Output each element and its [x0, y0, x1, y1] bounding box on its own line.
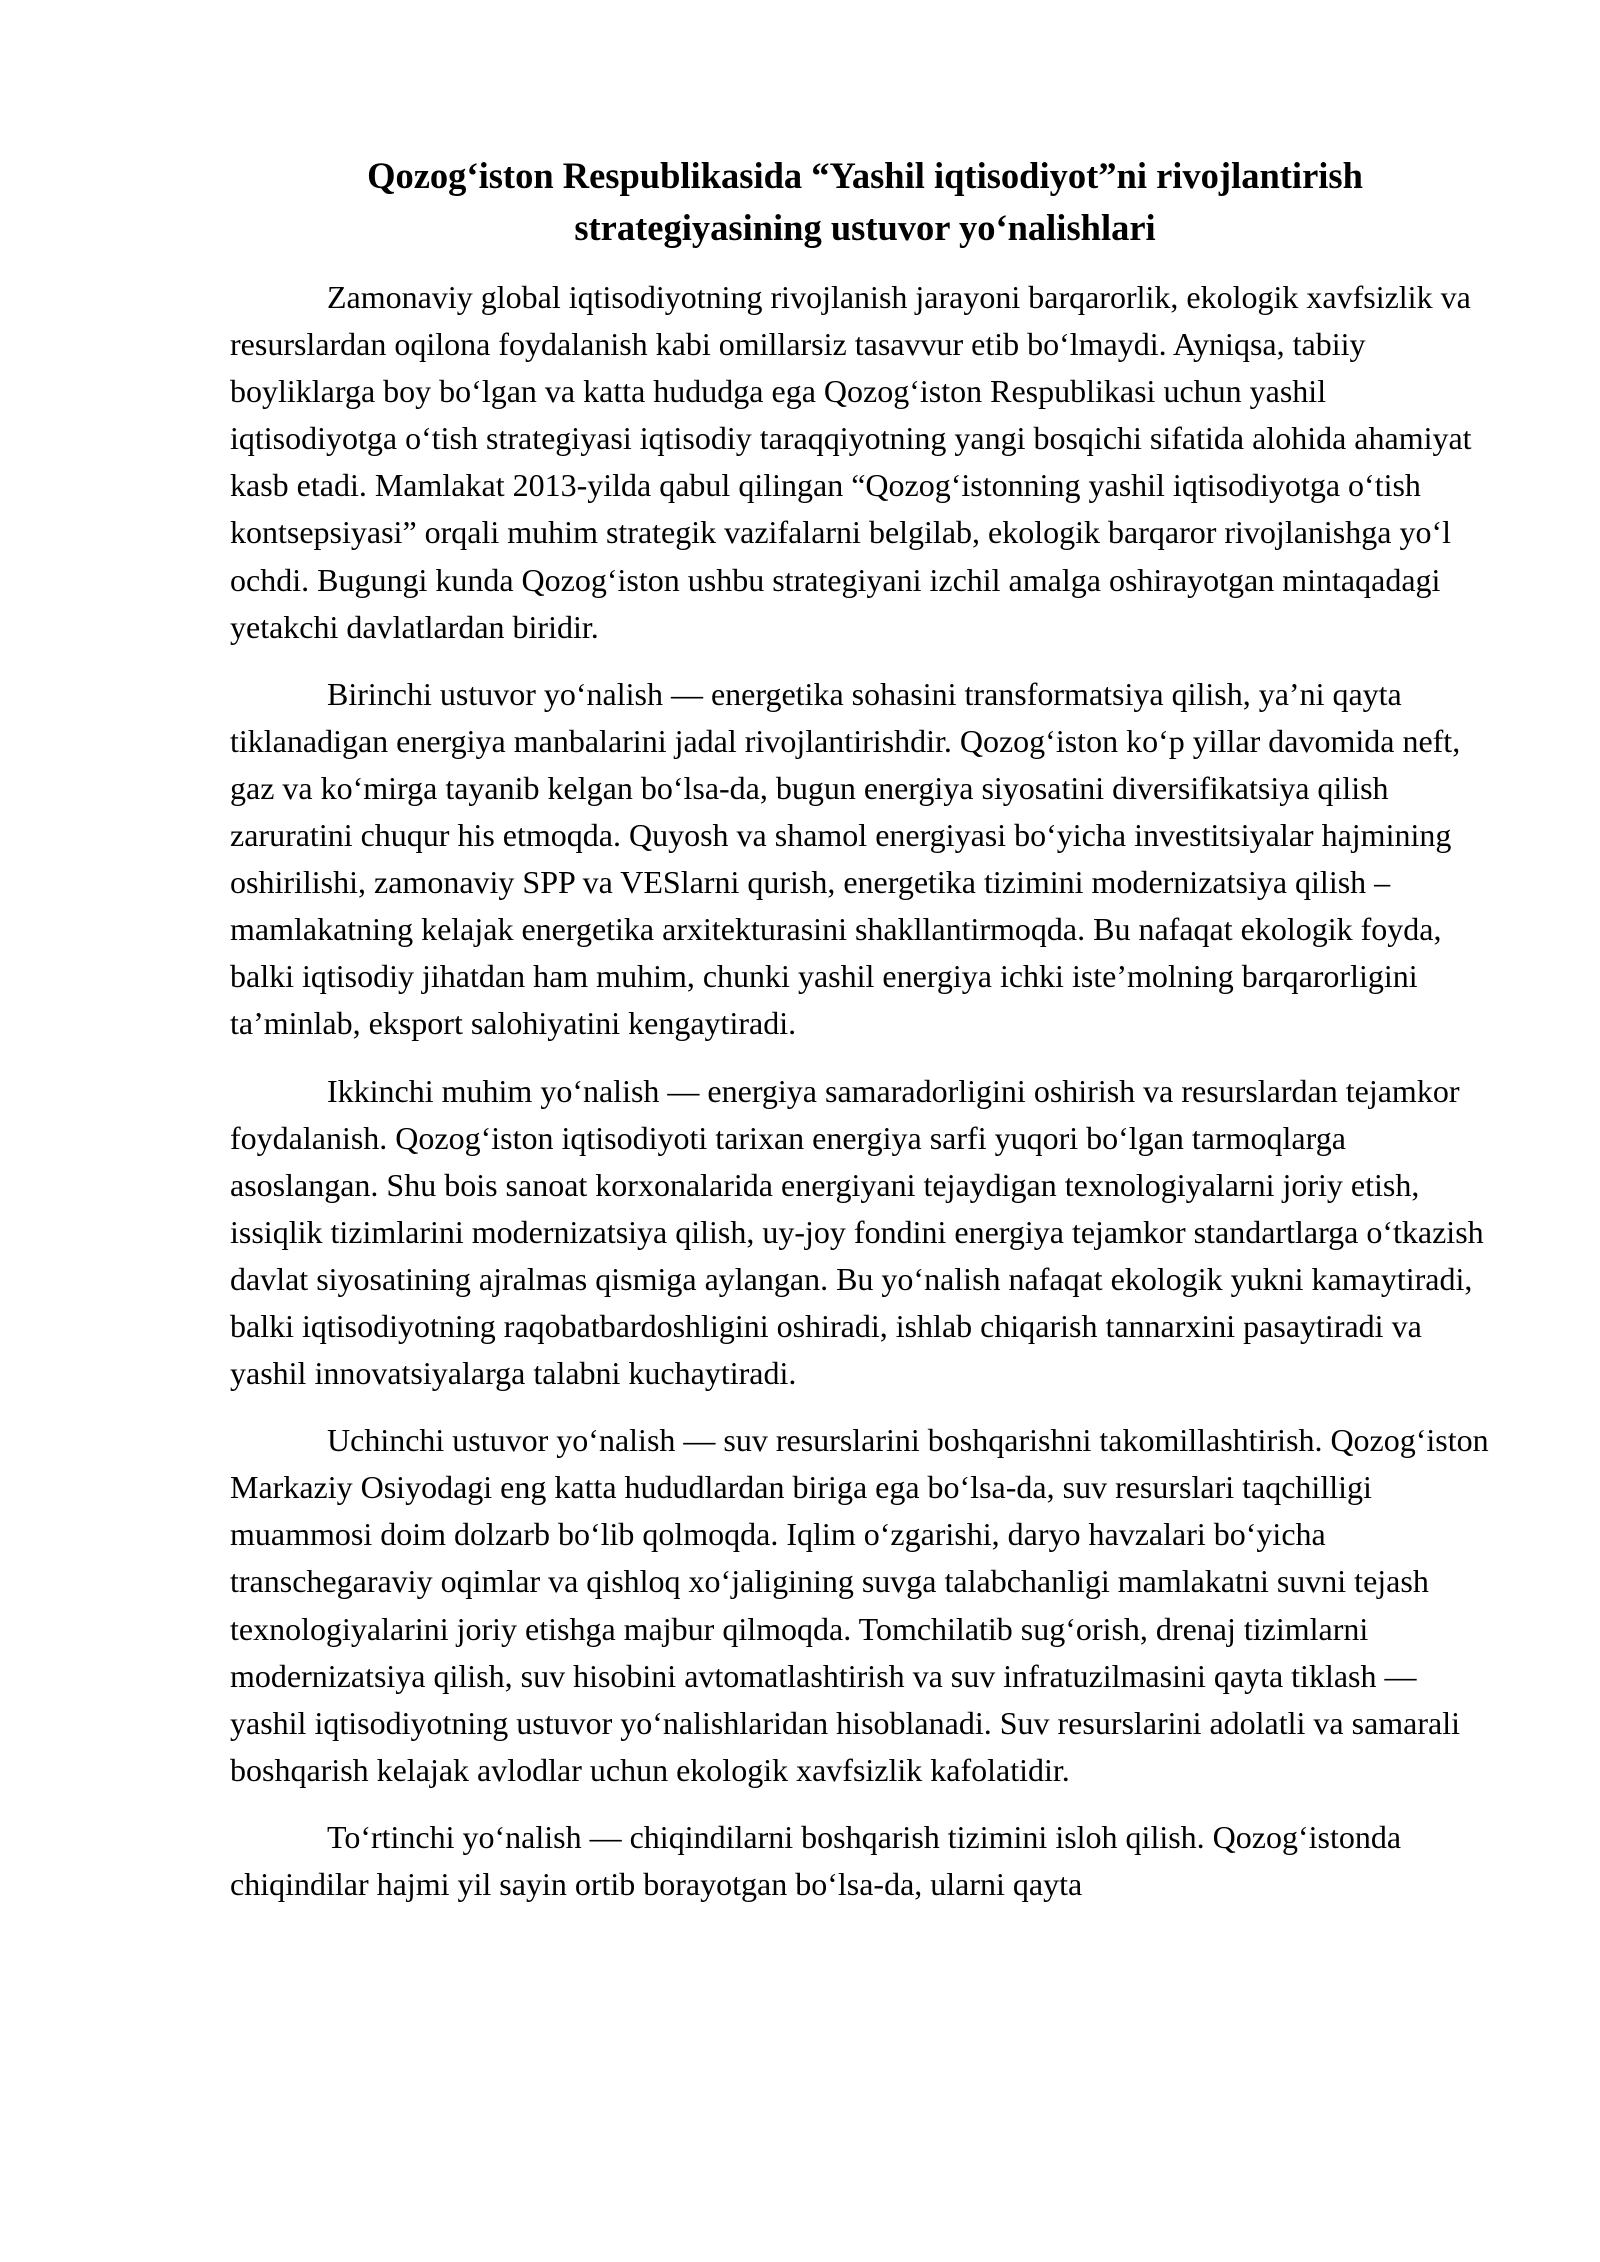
paragraph-first-priority: Birinchi ustuvor yo‘nalish — energetika sohasini transformatsiya qilish, ya’ni qayta tiklanadigan energiya manbalarini jadal rivojlantirishdir. Qozog‘iston ko‘p yillar davomida neft, gaz va ko‘mirga tayanib kelgan bo‘lsa-da, bugun energiya siyosatini diversifikatsiya qilish zaruratini chuqur his etmoqda. Quyosh va shamol energiyasi bo‘yicha investitsiyalar hajmining oshirilishi, zamonaviy SPP va VESlarni qurish, energetika tizimini modernizatsiya qilish – mamlakatning kelajak energetika arxitekturasini shakllantirmoqda. Bu nafaqat ekologik foyda, balki iqtisodiy jihatdan ham muhim, chunki yashil energiya ichki iste’molning barqarorligini ta’minlab, eksport salohiyatini kengaytiradi. — [230, 675, 1461, 1042]
paragraph-fourth-priority: To‘rtinchi yo‘nalish — chiqindilarni boshqarish tizimini isloh qilish. Qozog‘istonda chiqindilar hajmi yil sayin ortib borayotgan bo‘lsa-da, ularni qayta — [230, 1818, 1402, 1902]
document-page — [230, 150, 1500, 1928]
paragraph-third-priority: Uchinchi ustuvor yo‘nalish — suv resurslarini boshqarishni takomillashtirish. Qozog‘iston Markaziy Osiyodagi eng katta hududlardan biriga ega bo‘lsa-da, suv resurslari taqchilligi muammosi doim dolzarb bo‘lib qolmoqda. Iqlim o‘zgarishi, daryo havzalari bo‘yicha transchegaraviy oqimlar va qishloq xo‘jaligining suvga talabchanligi mamlakatni suvni tejash texnologiyalarini joriy etishga majbur qilmoqda. Tomchilatib sug‘orish, drenaj tizimlarni modernizatsiya qilish, suv hisobini avtomatlashtirish va suv infratuzilmasini qayta tiklash — yashil iqtisodiyotning ustuvor yo‘nalishlaridan hisoblanadi. Suv resurslarini adolatli va samarali boshqarish kelajak avlodlar uchun ekologik xavfsizlik kafolatidir. — [230, 1422, 1489, 1788]
paragraph-intro: Zamonaviy global iqtisodiyotning rivojlanish jarayoni barqarorlik, ekologik xavfsizlik va resurslardan oqilona foydalanish kabi omillarsiz tasavvur etib bo‘lmaydi. Ayniqsa, tabiiy boyliklarga boy bo‘lgan va katta hududga ega Qozog‘iston Respublikasi uchun yashil iqtisodiyotga o‘tish strategiyasi iqtisodiy taraqqiyotning yangi bosqichi sifatida alohida ahamiyat kasb etadi. Mamlakat 2013-yilda qabul qilingan “Qozog‘istonning yashil iqtisodiyotga o‘tish kontsepsiyasi” orqali muhim strategik vazifalarni belgilab, ekologik barqaror rivojlanishga yo‘l ochdi. Bugungi kunda Qozog‘iston ushbu strategiyani izchil amalga oshirayotgan mintaqadagi yetakchi davlatlardan biridir. — [230, 279, 1472, 645]
document-title: Qozog‘iston Respublikasida “Yashil iqtisodiyot”ni rivojlantirish strategiyasining ustuvor yo‘nalishlari — [367, 155, 1363, 248]
paragraph-second-priority: Ikkinchi muhim yo‘nalish — energiya samaradorligini oshirish va resurslardan tejamkor foydalanish. Qozog‘iston iqtisodiyoti tarixan energiya sarfi yuqori bo‘lgan tarmoqlarga asoslangan. Shu bois sanoat korxonalarida energiyani tejaydigan texnologiyalarni joriy etish, issiqlik tizimlarini modernizatsiya qilish, uy-joy fondini energiya tejamkor standartlarga o‘tkazish davlat siyosatining ajralmas qismiga aylangan. Bu yo‘nalish nafaqat ekologik yukni kamaytiradi, balki iqtisodiyotning raqobatbardoshligini oshiradi, ishlab chiqarish tannarxini pasaytiradi va yashil innovatsiyalarga talabni kuchaytiradi. — [230, 1072, 1484, 1392]
